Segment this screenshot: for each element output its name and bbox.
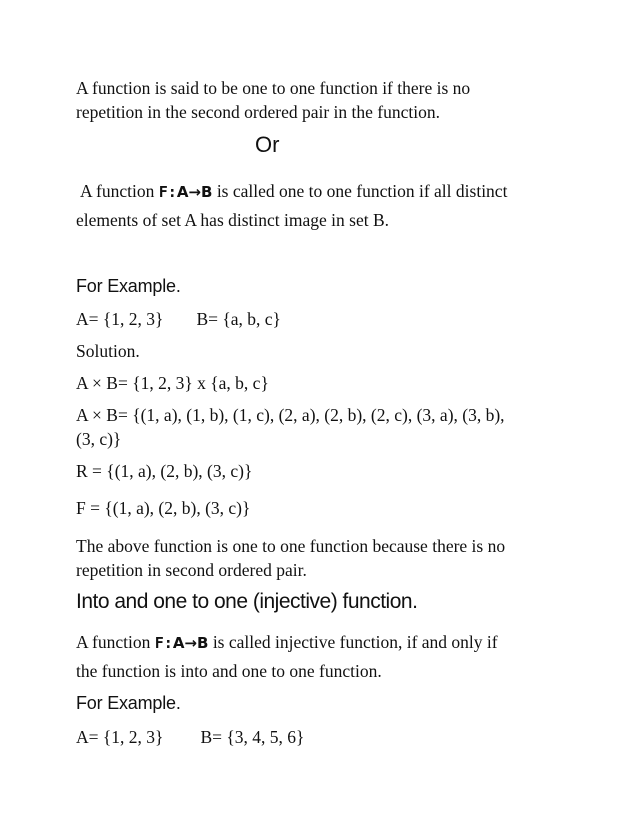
function-f: F = {(1, a), (2, b), (3, c)} (76, 498, 251, 518)
relation-r: R = {(1, a), (2, b), (3, c)} (76, 461, 253, 481)
injective-example-heading: For Example. (76, 693, 181, 713)
injective-mapping-a-to-b: A→B (172, 634, 209, 652)
injective-definition-line-2: the function is into and one to one function. (76, 661, 382, 681)
cartesian-product-line-2: (3, c)} (76, 429, 122, 449)
solution-label: Solution. (76, 341, 140, 361)
injective-set-b: B= {3, 4, 5, 6} (200, 727, 305, 747)
definition-prefix: A function (80, 181, 159, 201)
injective-definition-suffix: is called injective function, if and only if (208, 632, 498, 652)
definition-line-2: elements of set A has distinct image in set B. (76, 210, 390, 230)
set-b: B= {a, b, c} (196, 309, 281, 329)
injective-section-heading: Into and one to one (injective) function. (76, 590, 418, 613)
explanation-line-2: repetition in second ordered pair. (76, 560, 307, 580)
definition-suffix: is called one to one function if all distinct (212, 181, 508, 201)
or-separator: Or (255, 132, 280, 157)
function-name-f: F: (158, 183, 177, 201)
mapping-a-to-b: A→B (176, 183, 213, 201)
injective-definition-prefix: A function (76, 632, 155, 652)
injective-definition-line-1 (76, 631, 498, 654)
cartesian-product-definition: A × B= {1, 2, 3} x {a, b, c} (76, 373, 269, 393)
injective-function-name-f: F: (154, 634, 173, 652)
intro-line-2: repetition in the second ordered pair in the function. (76, 102, 440, 122)
intro-line-1: A function is said to be one to one function if there is no (76, 78, 471, 98)
explanation-line-1: The above function is one to one function because there is no (76, 536, 506, 556)
injective-set-a: A= {1, 2, 3} (76, 727, 164, 747)
cartesian-product-line-1: A × B= {(1, a), (1, b), (1, c), (2, a), (2, b), (2, c), (3, a), (3, b), (76, 405, 505, 425)
injective-example-sets (76, 726, 304, 748)
example-heading: For Example. (76, 276, 181, 296)
set-a: A= {1, 2, 3} (76, 309, 164, 329)
example-sets (76, 308, 281, 330)
definition-line-1 (80, 180, 507, 203)
